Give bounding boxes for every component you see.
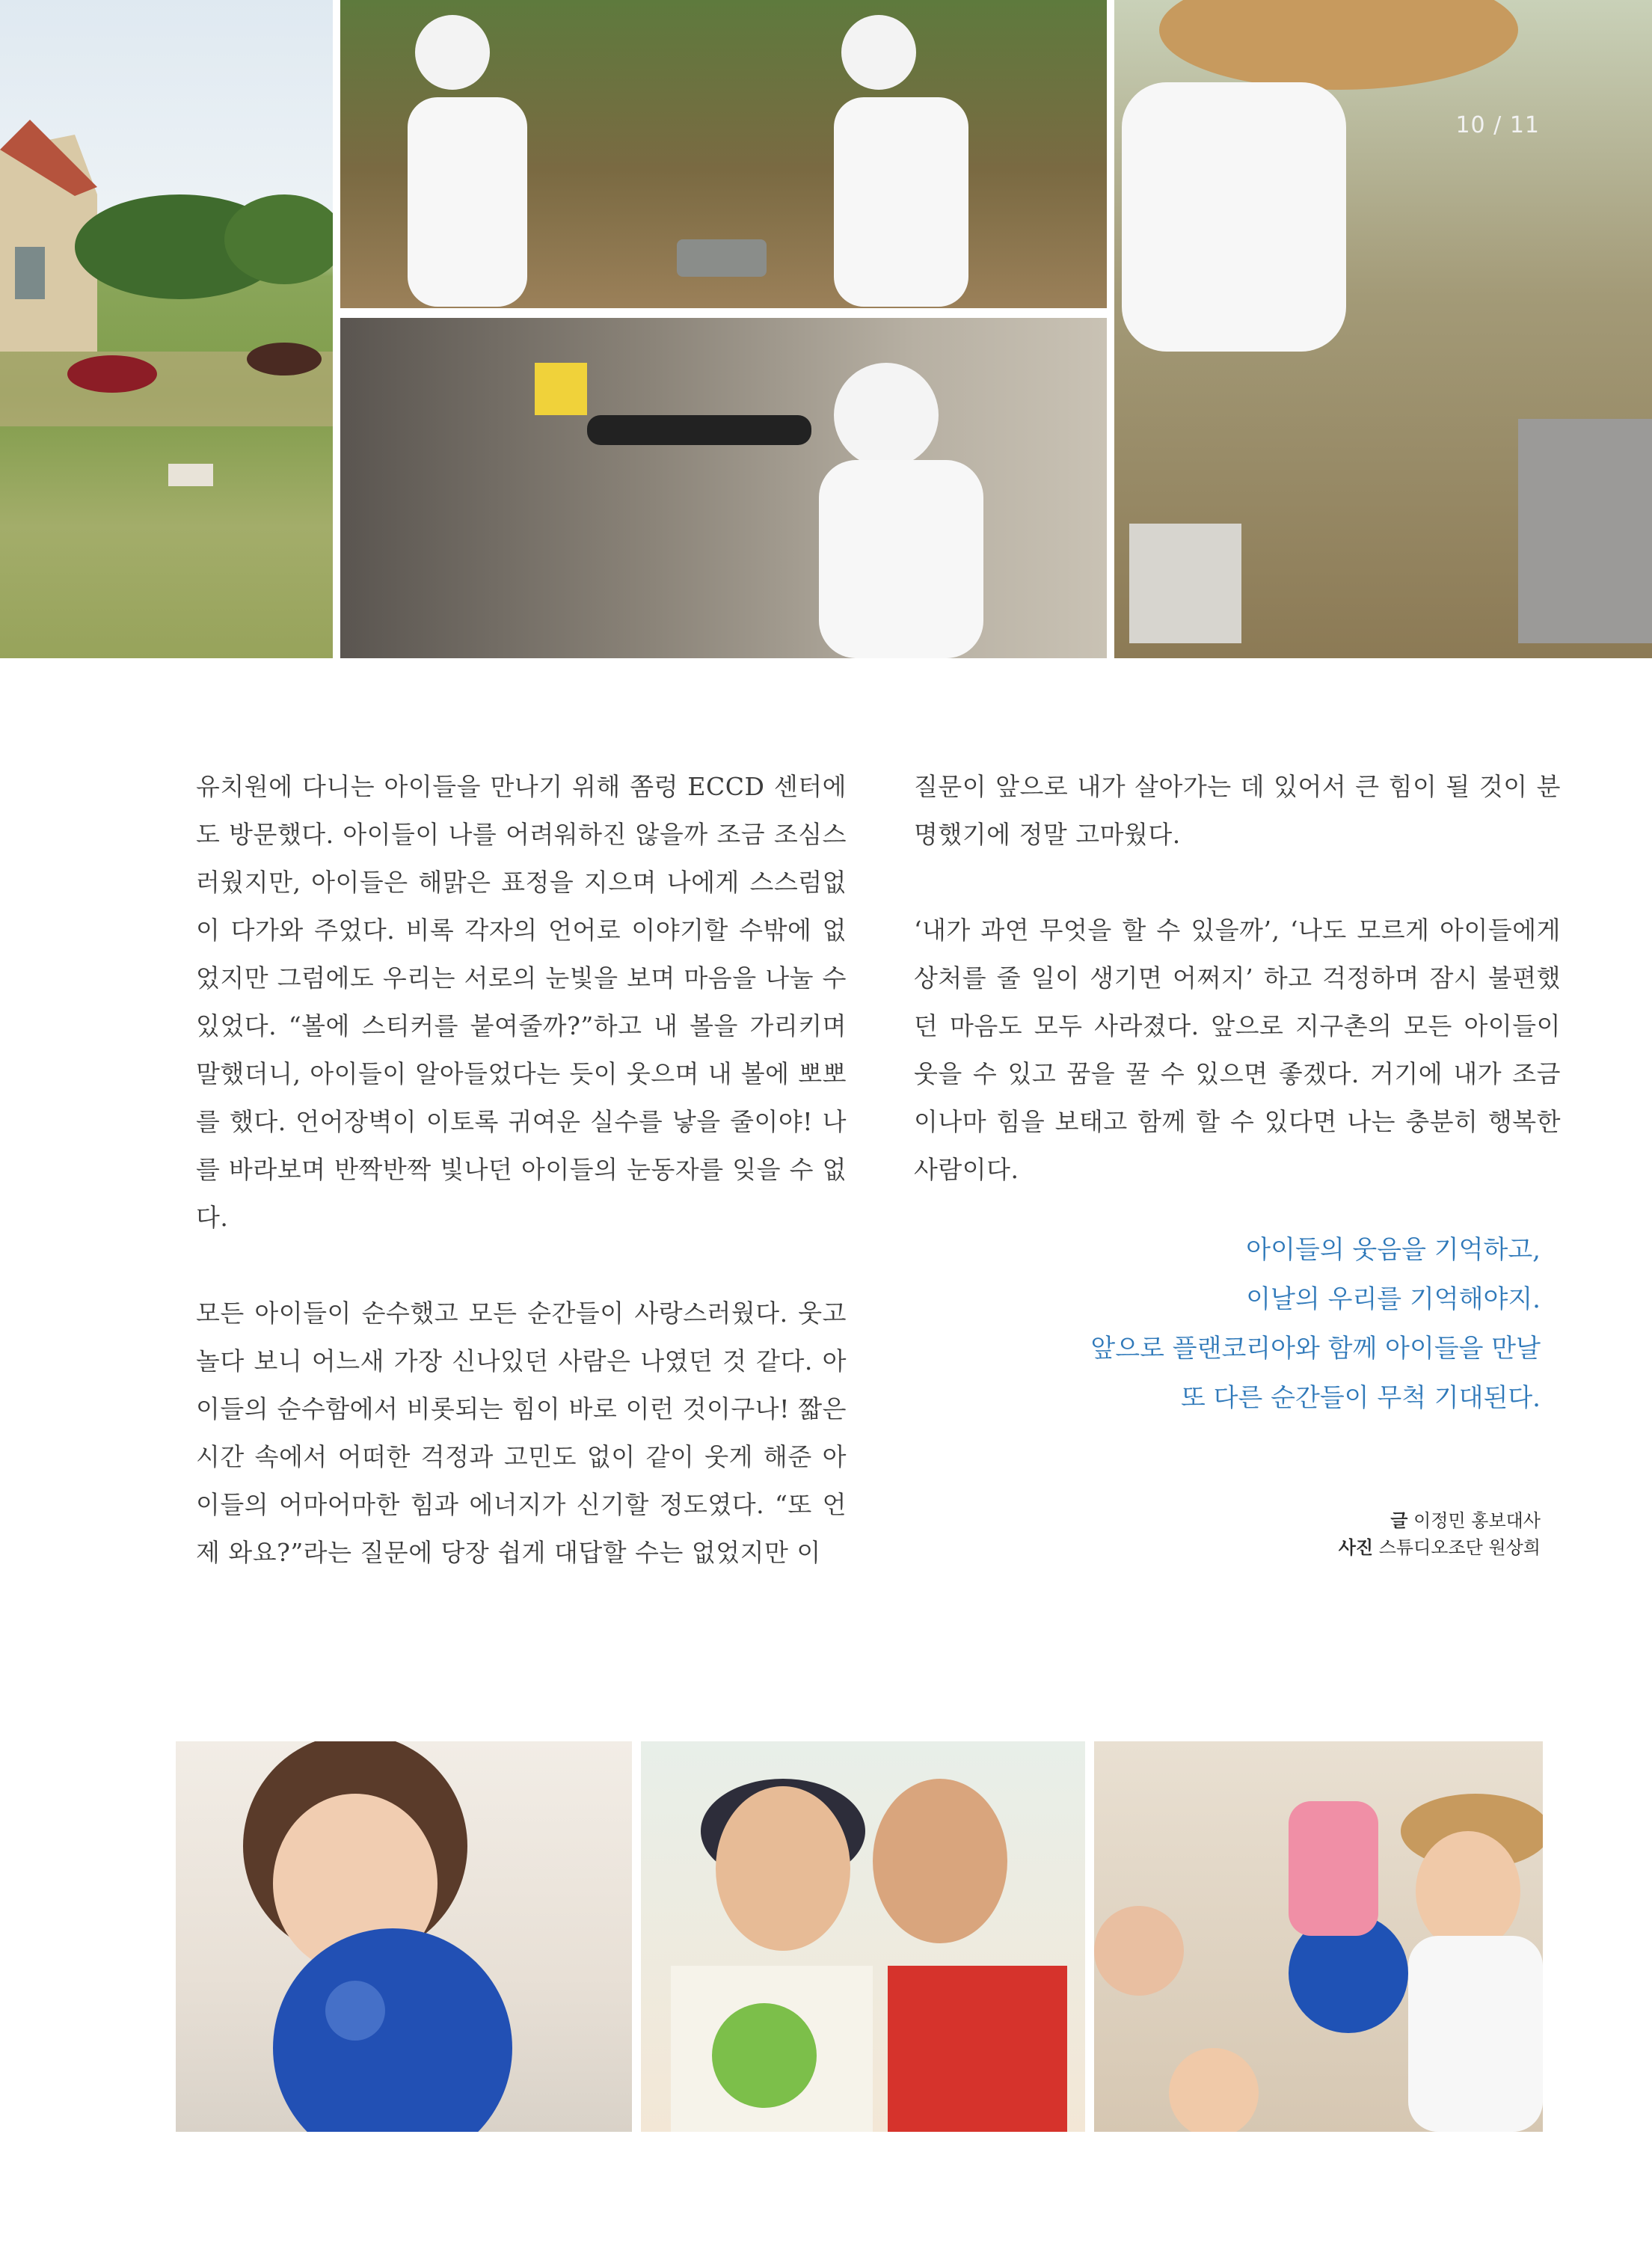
paragraph: 모든 아이들이 순수했고 모든 순간들이 사랑스러웠다. 웃고 놀다 보니 어느새 가장 신나있던 사람은 나였던 것 같다. 아이들의 순수함에서 비롯되는 힘이 바로 이런 것이구나! 짧은 시간 속에서 어떠한 걱정과 고민도 없이 같이 웃게 해준 아이들의 어마어마한 힘과 에너지가 신기할 정도였다. “또 언제 와요?”라는 질문에 당장 쉽게 대답할 수는 없었지만 이 [196, 1299, 847, 1567]
paragraph: 질문이 앞으로 내가 살아가는 데 있어서 큰 힘이 될 것이 분명했기에 정말 고마웠다. [914, 772, 1561, 849]
writer-name: 이정민 홍보대사 [1413, 1510, 1541, 1531]
photo-credit [1122, 1534, 1541, 1561]
volunteer-children-graphic [1094, 1741, 1543, 2132]
quote-line: 이날의 우리를 기억해야지. [1246, 1284, 1541, 1314]
paragraph: ‘내가 과연 무엇을 할 수 있을까’, ‘나도 모르게 아이들에게 상처를 줄 일이 생기면 어쩌지’ 하고 걱정하며 잠시 불편했던 마음도 모두 사라졌다. 앞으로 지구촌의 모든 아이들이 웃을 수 있고 꿈을 꿀 수 있으면 좋겠다. 거기에 내가 조금 이나마 힘을 보태고 함께 할 수 있다면 나는 충분히 행복한 사람이다. [914, 916, 1561, 1184]
photo-village-field [0, 0, 333, 658]
page-number: 10 / 11 [1455, 112, 1540, 138]
writer-credit [1122, 1507, 1541, 1534]
photo-plastering-wall [340, 318, 1107, 658]
photo-label: 사진 [1338, 1537, 1374, 1558]
quote-line: 앞으로 플랜코리아와 함께 아이들을 만날 [1090, 1334, 1541, 1364]
article-column-left [196, 763, 847, 1625]
quote-line: 아이들의 웃음을 기억하고, [1246, 1235, 1541, 1265]
photo-volunteer-children [1094, 1741, 1543, 2132]
article-column-right [914, 763, 1561, 1242]
photo-laying-bricks [1114, 0, 1652, 658]
volunteer-trowel-graphic [1114, 0, 1652, 658]
photo-passing-brick [340, 0, 1107, 308]
photo-man-boy-drawing [641, 1741, 1085, 2132]
girl-balloon-graphic [176, 1741, 632, 2132]
quote-line: 또 다른 순간들이 무척 기대된다. [1180, 1383, 1541, 1413]
man-boy-graphic [641, 1741, 1085, 2132]
writer-label: 글 [1390, 1510, 1408, 1531]
village-scene-graphic [0, 0, 333, 658]
credits [1122, 1507, 1541, 1561]
volunteer-wall-graphic [340, 318, 1107, 658]
pull-quote [914, 1225, 1541, 1423]
volunteers-brick-graphic [340, 0, 1107, 308]
paragraph: 유치원에 다니는 아이들을 만나기 위해 쫌렁 ECCD 센터에도 방문했다. 아이들이 나를 어려워하진 않을까 조금 조심스러웠지만, 아이들은 해맑은 표정을 지으며 나에게 스스럼없이 다가와 주었다. 비록 각자의 언어로 이야기할 수밖에 없었지만 그럼에도 우리는 서로의 눈빛을 보며 마음을 나눌 수 있었다. “볼에 스티커를 붙여줄까?”하고 내 볼을 가리키며 말했더니, 아이들이 알아들었다는 듯이 웃으며 내 볼에 뽀뽀를 했다. 언어장벽이 이토록 귀여운 실수를 낳을 줄이야! 나를 바라보며 반짝반짝 빛나던 아이들의 눈동자를 잊을 수 없다. [196, 772, 847, 1232]
photographer-name: 스튜디오조단 원상희 [1378, 1537, 1541, 1558]
photo-girl-balloon [176, 1741, 632, 2132]
